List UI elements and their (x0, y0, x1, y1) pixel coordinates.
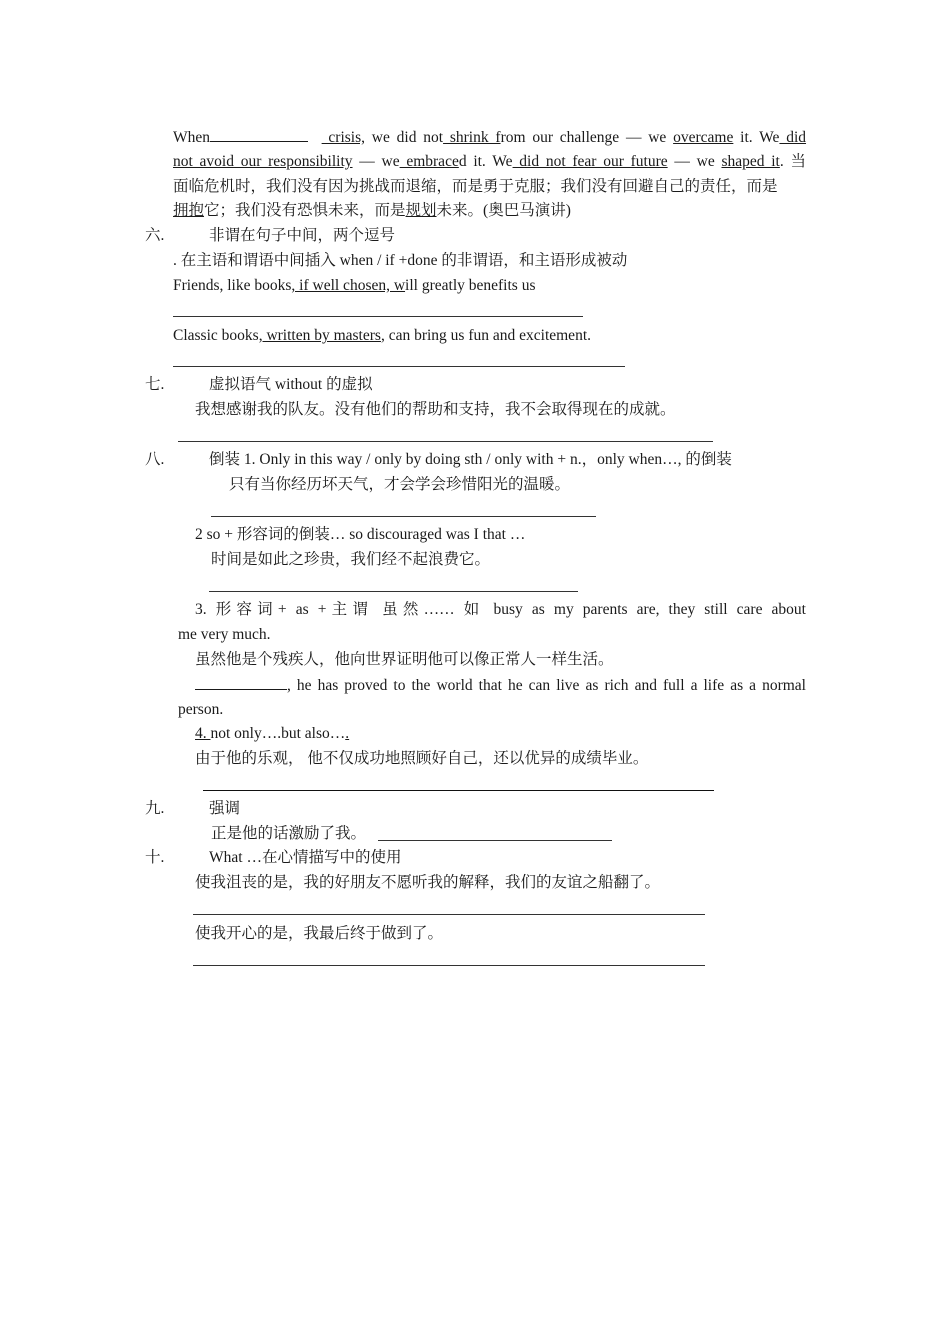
section-8-text-3: 虽然他是个残疾人，他向世界证明他可以像正常人一样生活。 (195, 651, 614, 668)
answer-line (211, 516, 596, 517)
section-title: What …在心情描写中的使用 (209, 849, 402, 866)
text: 它；我们没有恐惧未来，而是 (204, 202, 406, 219)
text-underlined: , if well chosen, w (291, 277, 406, 294)
section-8-heading-3: 3. 形容词+ as +主谓 虽然…… 如 busy as my parents are, they still care about (195, 601, 806, 618)
text: Friends, like books (173, 277, 292, 294)
text-embrace-cn: 拥抱 (173, 202, 205, 219)
obama-line-4 (173, 201, 571, 221)
answer-line (173, 316, 583, 317)
text: it. We (733, 129, 780, 146)
answer-line (193, 965, 705, 966)
answer-line (193, 914, 705, 915)
text: . 当 (779, 153, 806, 170)
text: — we (667, 153, 722, 170)
section-7-heading (145, 375, 373, 395)
text-embrace: embrace (399, 153, 459, 170)
answer-line (178, 441, 713, 442)
text: not only….but also… (210, 725, 346, 742)
section-8-text-4: 由于他的乐观， 他不仅成功地照顾好自己，还以优异的成绩毕业。 (195, 750, 649, 767)
section-8-heading-3-cont: me very much. (178, 626, 271, 643)
answer-blank (210, 127, 308, 142)
text-responsibility: not avoid our responsibility (173, 153, 353, 170)
section-6-heading (145, 226, 395, 246)
text: Classic books (173, 327, 259, 344)
section-6-example-2 (173, 326, 591, 346)
section-7-text: 我想感谢我的队友。没有他们的帮助和支持，我不会取得现在的成就。 (195, 401, 676, 418)
section-number: 七. (145, 376, 165, 393)
section-8-text-3c: person. (178, 701, 224, 718)
text: ill greatly benefits us (405, 277, 536, 294)
section-6-example-1 (173, 276, 535, 296)
section-number: 六. (145, 227, 165, 244)
answer-line (203, 790, 714, 791)
text-underlined: 4. (195, 725, 211, 742)
section-number: 九. (145, 800, 165, 817)
section-8-text-1: 只有当你经历坏天气，才会学会珍惜阳光的温暖。 (229, 476, 571, 493)
text: — we (352, 153, 400, 170)
section-9-text: 正是他的话激励了我。 (211, 825, 367, 842)
section-8-text-3b (195, 675, 806, 696)
obama-line-1 (173, 127, 806, 148)
text-underlined: , written by masters (258, 327, 381, 344)
obama-line-3: 面临危机时，我们没有因为挑战而退缩，而是勇于克服；我们没有回避自己的责任，而是 (173, 178, 778, 195)
text: d it. We (458, 153, 513, 170)
text-shrink: shrink f (443, 129, 501, 146)
answer-line (378, 840, 612, 841)
section-10-heading (145, 848, 401, 868)
text-when: When (173, 129, 211, 146)
section-8-heading-2: 2 so + 形容词的倒装… so discouraged was I that … (195, 526, 526, 543)
text-underlined: . (345, 725, 350, 742)
text: , he has proved to the world that he can live as rich and full a life as a normal (287, 677, 806, 694)
section-8-heading (145, 450, 732, 470)
text-overcame: overcame (673, 129, 734, 146)
section-title: 虚拟语气 without 的虚拟 (209, 376, 373, 393)
section-title: 非谓在句子中间，两个逗号 (209, 227, 396, 244)
section-6-desc: . 在主语和谓语中间插入 when / if +done 的非谓语，和主语形成被动 (173, 252, 628, 269)
text: 未来。(奥巴马演讲) (436, 202, 571, 219)
text-crisis: crisis, (321, 129, 365, 146)
text-shaped: shaped it (721, 153, 780, 170)
text-plan-cn: 规划 (405, 202, 437, 219)
section-title: 倒装 1. Only in this way / only by doing sth / only with + n.，only when…, 的倒装 (209, 451, 732, 468)
section-title: 强调 (209, 800, 241, 817)
section-number: 八. (145, 451, 165, 468)
section-number: 十. (145, 849, 165, 866)
answer-line (209, 591, 578, 592)
section-10-text-1: 使我沮丧的是，我的好朋友不愿听我的解释，我们的友谊之船翻了。 (195, 874, 661, 891)
section-8-text-2: 时间是如此之珍贵，我们经不起浪费它。 (211, 551, 491, 568)
text-did: did (779, 129, 807, 146)
section-10-text-2: 使我开心的是，我最后终于做到了。 (195, 925, 444, 942)
answer-blank (195, 675, 287, 690)
text: we did not (365, 129, 444, 146)
obama-line-2 (173, 152, 806, 172)
text: , can bring us fun and excitement. (380, 327, 591, 344)
answer-line (173, 366, 625, 367)
text-fear: did not fear our future (512, 153, 668, 170)
section-9-heading (145, 799, 240, 819)
section-8-heading-4 (195, 724, 349, 744)
text: rom our challenge — we (500, 129, 674, 146)
